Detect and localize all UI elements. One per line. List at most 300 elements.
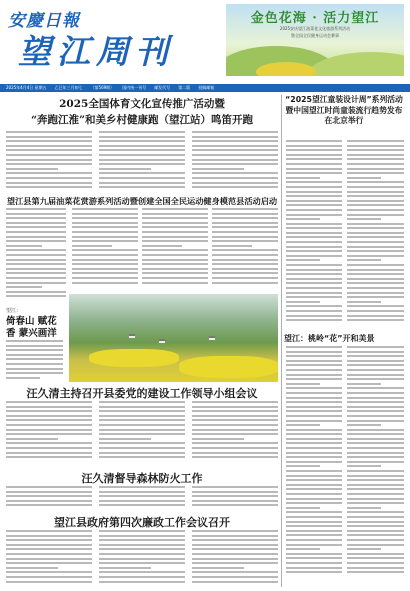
text-line [6,452,92,454]
text-line [99,571,185,573]
text-line [347,360,404,362]
dateline-item: 投稿邮箱 [198,85,215,90]
text-line [6,222,66,224]
text-line [6,558,92,560]
text-line [212,249,278,251]
article-body [6,486,92,510]
text-line [192,567,244,569]
text-line [6,249,66,251]
text-line [286,310,342,312]
text-line [286,172,342,174]
text-line [212,208,278,210]
text-line [286,269,342,271]
article-body [6,340,63,382]
article-body [347,140,404,328]
sidebar-tag: 望江： [6,308,22,314]
text-line [286,397,342,399]
text-line [347,420,404,422]
text-line [286,415,342,417]
text-line [286,488,342,490]
text-line [347,195,404,197]
text-line [6,240,66,242]
text-line [286,516,342,518]
text-line [99,548,185,550]
text-line [286,292,342,294]
article-body [192,401,278,465]
text-line [99,491,185,493]
text-line [286,195,342,197]
sidebar-title: 倚春山 赋花香 蒙兴画洋 [6,316,57,339]
text-line [99,486,185,488]
lead-headline[interactable]: “奔跑江淮”和美乡村健康跑（望江站）鸣笛开跑 [30,114,254,126]
text-line [192,163,278,165]
text-line [6,429,92,431]
text-line [6,154,92,156]
text-line [72,240,138,242]
text-line [347,301,381,303]
text-line [192,140,278,142]
text-line [212,245,252,247]
text-line [142,277,208,279]
text-line [99,424,185,426]
text-line [286,163,342,165]
text-line [6,340,63,342]
text-line [6,372,63,374]
text-line [72,272,138,274]
text-line [286,562,342,564]
text-line [142,249,208,251]
text-line [286,232,342,234]
text-line [286,571,342,573]
text-line [347,255,404,257]
text-line [99,172,185,174]
text-line [72,231,138,233]
article-body [6,401,92,465]
text-line [6,504,92,506]
section-headline[interactable]: 望江县第九届油菜花赏游系列活动暨创建全国全民运动健身模范县活动启动 [6,196,278,206]
text-line [6,217,66,219]
text-line [72,254,138,256]
text-line [99,159,185,161]
text-line [99,558,185,560]
text-line [99,504,185,506]
text-line [6,163,92,165]
headline-forest-fire[interactable]: 汪久清督导森林防火工作 [81,472,203,485]
text-line [347,264,404,266]
text-line [192,553,278,555]
text-line [6,172,92,174]
text-line [286,264,342,266]
text-line [142,231,208,233]
text-line [286,191,342,193]
text-line [99,415,185,417]
text-line [99,177,185,179]
text-line [212,240,278,242]
text-line [6,535,92,537]
text-line [99,456,185,458]
text-line [99,149,185,151]
text-line [347,406,404,408]
text-line [286,236,342,238]
text-line [192,500,278,502]
text-line [99,535,185,537]
lead-kicker[interactable]: 2025全国体育文化宣传推广活动暨 [59,98,225,110]
article-body [99,530,185,588]
supplement-name: 望江周刊 [18,32,174,71]
dateline-item: 国内统一刊号 [122,85,147,90]
text-line [72,249,138,251]
text-line [72,277,138,279]
text-line [192,433,278,435]
text-line [347,227,404,229]
text-line [347,177,381,179]
text-line [212,213,278,215]
article-body [192,486,278,510]
dateline-bar [0,84,410,92]
dateline-item: 邮发代号 [154,85,171,90]
text-line [72,208,138,210]
text-line [192,429,278,431]
text-line [99,145,185,147]
text-line [286,278,342,280]
text-line [192,495,278,497]
text-line [6,245,42,247]
text-line [286,539,342,541]
newspaper-name: 安慶日報 [8,11,80,31]
text-line [286,181,342,183]
text-line [6,182,92,184]
text-line [6,254,66,256]
text-line [347,539,404,541]
text-line [347,250,404,252]
text-line [6,456,92,458]
text-line [347,140,404,142]
text-line [6,159,92,161]
text-line [212,217,278,219]
article-body [6,208,66,303]
text-line [286,259,320,261]
text-line [286,392,342,394]
text-line [192,504,278,506]
text-line [72,226,138,228]
text-line [192,558,278,560]
text-line [347,502,404,504]
text-line [6,406,92,408]
text-line [286,282,342,284]
text-line [347,296,404,298]
text-line [192,410,278,412]
text-line [99,500,185,502]
text-line [192,168,244,170]
text-line [192,539,278,541]
text-line [6,581,92,583]
text-line [142,282,208,284]
photo-house [209,336,215,340]
text-line [286,351,342,353]
text-line [286,557,342,559]
text-line [347,209,404,211]
text-line [347,498,404,500]
text-line [192,159,278,161]
text-line [286,475,342,477]
text-line [99,442,185,444]
text-line [286,406,342,408]
text-line [286,204,342,206]
text-line [212,272,278,274]
text-line [99,544,185,546]
text-line [6,277,66,279]
article-body [99,486,185,510]
article-body [72,208,138,290]
text-line [347,548,381,550]
text-line [347,200,404,202]
text-line [347,516,404,518]
text-line [99,562,185,564]
dateline-item: （第569期） [90,85,115,90]
text-line [347,392,404,394]
text-line [192,136,278,138]
text-line [286,479,342,481]
masthead [0,0,410,84]
text-line [6,491,92,493]
text-line [142,268,208,270]
text-line [142,259,208,261]
text-line [347,172,404,174]
dateline-item: 2025年4月4日 星期五 [6,85,47,90]
text-line [192,581,278,583]
article-body [286,140,342,328]
dateline-item: 第二版 [178,85,191,90]
text-line [286,364,342,366]
text-line [212,254,278,256]
text-line [347,484,404,486]
text-line [347,223,404,225]
banner-line: 暨全国全民健身运动会赛事 [291,33,339,38]
text-line [347,204,404,206]
text-line [72,245,112,247]
text-line [99,419,185,421]
text-line [347,557,404,559]
text-line [6,349,63,351]
text-line [286,149,342,151]
text-line [72,236,138,238]
photo-field [89,349,179,367]
text-line [286,177,320,179]
text-line [192,571,278,573]
text-line [6,495,92,497]
text-line [99,186,185,188]
text-line [286,218,320,220]
text-line [192,424,278,426]
text-line [212,263,278,265]
text-line [6,447,92,449]
text-line [286,424,320,426]
text-line [286,484,342,486]
text-line [192,442,278,444]
text-line [6,286,42,288]
text-line [6,567,58,569]
text-line [347,232,404,234]
right-headline-2[interactable]: 望江：桃岭“花”开和美景 [284,334,375,343]
text-line [347,461,404,463]
text-line [6,295,66,297]
text-line [6,363,63,365]
text-line [286,442,342,444]
text-line [212,226,278,228]
text-line [347,488,404,490]
text-line [286,227,342,229]
headline-integrity-meeting[interactable]: 望江县政府第四次廉政工作会议召开 [54,516,230,529]
text-line [347,259,381,261]
headline-party-meeting[interactable]: 汪久清主持召开县委党的建设工作领导小组会议 [26,387,258,400]
text-line [347,562,404,564]
text-line [286,447,342,449]
article-body [192,530,278,588]
text-line [192,447,278,449]
article-body [142,208,208,290]
text-line [6,291,66,293]
text-line [212,282,278,284]
text-line [99,154,185,156]
text-line [286,507,320,509]
rapeseed-field-photo[interactable] [69,294,278,382]
text-line [6,345,63,347]
text-line [347,447,404,449]
text-line [347,401,404,403]
text-line [6,553,92,555]
text-line [6,548,92,550]
text-line [347,241,404,243]
text-line [99,530,185,532]
text-line [286,470,342,472]
text-line [347,287,404,289]
text-line [6,368,63,370]
text-line [347,452,404,454]
text-line [286,548,320,550]
text-line [192,544,278,546]
text-line [347,553,404,555]
text-line [6,145,92,147]
text-line [6,358,63,360]
text-line [286,158,342,160]
column-divider [281,95,282,587]
text-line [192,172,278,174]
article-body [6,131,92,193]
text-line [286,429,342,431]
text-line [286,567,342,569]
article-body [212,208,278,290]
text-line [347,378,404,380]
text-line [347,214,404,216]
text-line [6,236,66,238]
masthead-banner-ad[interactable] [226,4,404,76]
text-line [192,401,278,403]
text-line [192,438,244,440]
text-line [286,438,342,440]
text-line [286,511,342,513]
dateline-item: 乙巳年三月初七 [54,85,83,90]
text-line [347,282,404,284]
text-line [6,168,58,170]
text-line [347,387,404,389]
text-line [347,246,404,248]
text-line [192,530,278,532]
text-line [142,272,208,274]
text-line [99,553,185,555]
text-line [99,452,185,454]
text-line [286,410,342,412]
text-line [286,319,342,321]
text-line [99,168,151,170]
text-line [142,263,208,265]
text-line [192,456,278,458]
text-line [192,182,278,184]
text-line [212,231,278,233]
text-line [6,562,92,564]
right-headline[interactable]: “2025望江童装设计周”系列活动暨中国望江时尚童装流行趋势发布在北京举行 [285,95,403,125]
text-line [347,351,404,353]
text-line [286,534,342,536]
text-line [286,346,342,348]
text-line [347,191,404,193]
text-line [347,346,404,348]
text-line [6,442,92,444]
text-line [6,401,92,403]
masthead-logo [8,6,223,71]
text-line [286,154,342,156]
text-line [347,429,404,431]
text-line [286,241,342,243]
text-line [347,319,404,321]
text-line [286,493,342,495]
text-line [286,214,342,216]
text-line [347,507,381,509]
text-line [6,415,92,417]
text-line [142,222,208,224]
text-line [347,475,404,477]
banner-title: 金色花海 · 活力望江 [250,11,380,26]
text-line [286,502,342,504]
text-line [192,452,278,454]
text-line [192,419,278,421]
text-line [6,530,92,532]
text-line [6,259,66,261]
text-line [99,581,185,583]
text-line [142,254,208,256]
text-line [286,456,342,458]
text-line [142,208,208,210]
article-body [286,346,342,578]
article-body [99,401,185,465]
text-line [347,571,404,573]
text-line [6,272,66,274]
text-line [99,136,185,138]
text-line [99,576,185,578]
text-line [99,567,151,569]
text-line [6,410,92,412]
text-line [347,315,404,317]
text-line [142,245,182,247]
text-line [347,355,404,357]
text-line [6,282,66,284]
text-line [6,131,92,133]
text-line [286,420,342,422]
text-line [72,213,138,215]
text-line [142,240,208,242]
text-line [212,277,278,279]
text-line [6,231,66,233]
text-line [6,438,58,440]
